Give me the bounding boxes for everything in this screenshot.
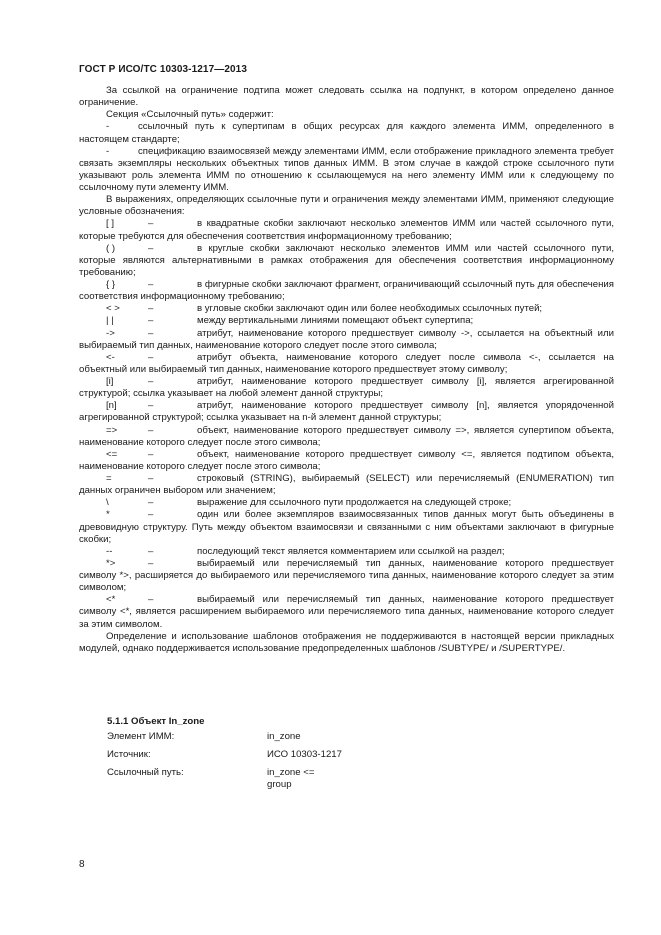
notation-dash: – — [148, 279, 154, 290]
notation-description: в квадратные скобки заключают несколько элементов ИММ или частей ссылочного пути, которые требуются для обеспечения соответствия информационному требованию; — [79, 218, 614, 242]
notation-symbol: [n] — [106, 400, 117, 412]
notation-description: один или более экземпляров взаимосвязанных типов данных могут быть объединены в древовидную структуру. Путь между объектом взаимосвязи и связанными с ним объектами заключают в фигурные скобки; — [79, 509, 614, 545]
notation-description: в фигурные скобки заключают фрагмент, ограничивающий ссылочный путь для обеспечения соответствия информационному требованию; — [79, 279, 614, 303]
notation-dash: – — [148, 545, 154, 557]
notation-symbol: <* — [106, 594, 116, 606]
notation-dash: – — [148, 303, 154, 315]
notation-item — [79, 352, 614, 376]
notation-item — [79, 425, 614, 449]
notation-description: между вертикальными линиями помещают объект супертипа; — [197, 315, 474, 327]
notation-description: последующий текст является комментарием или ссылкой на раздел; — [197, 545, 505, 557]
bullet-item: - ссылочный путь к супертипам в общих ресурсах для каждого элемента ИММ, определенного в настоящем стандарте; — [79, 121, 614, 145]
notation-dash: – — [148, 218, 154, 230]
notation-item — [79, 546, 614, 558]
notation-symbol: <= — [106, 448, 118, 460]
notation-symbol: ( ) — [106, 242, 116, 254]
paragraph-templates: Определение и использование шаблонов отображения не поддерживаются в настоящей версии прикладных модулей, однако поддерживается использование предопределенных шаблонов /SUBTYPE/ и /SUPERTYPE/. — [79, 630, 614, 654]
notation-dash: – — [148, 473, 154, 484]
notation-item — [79, 509, 614, 545]
notation-description: объект, наименование которого предшествует символу =>, является супертипом объекта, наименование которого следует после этого символа; — [79, 424, 614, 448]
notation-item — [79, 400, 614, 424]
bullet-item: - спецификацию взаимосвязей между элементами ИММ, если отображение прикладного элемента требует связать экземпляры нескольких объектных типов данных ИММ. В этом случае в каждой строке ссылочного пути указывают роль элемента ИММ по отношению к ссылающемуся на него элементу ИММ или к следующему по ссылочному пути элементу ИММ. — [79, 145, 614, 193]
notation-symbol: = — [106, 473, 112, 484]
notation-dash: – — [148, 424, 154, 436]
notation-description: атрибут, наименование которого предшествует символу [i], является агрегированной структурой; ссылка указывает на любой элемент данной структуры; — [79, 376, 614, 400]
document-body — [79, 85, 614, 655]
notation-dash: – — [148, 557, 154, 569]
attribute-key: Источник: — [107, 749, 151, 760]
notation-item — [79, 497, 614, 509]
notation-description: в круглые скобки заключают несколько элементов ИММ или частей ссылочного пути, которые являются альтернативными в рамках отображения для обеспечения соответствия информационному требованию; — [79, 242, 614, 278]
notation-item — [79, 279, 614, 303]
notation-symbol: \ — [106, 497, 109, 509]
attribute-key: Элемент ИММ: — [107, 731, 175, 742]
page-number: 8 — [79, 859, 85, 870]
notation-symbol: => — [106, 424, 118, 436]
section-title: 5.1.1 Объект In_zone — [107, 716, 205, 727]
notation-item — [79, 473, 614, 497]
notation-symbol: [ ] — [106, 218, 114, 230]
notation-description: объект, наименование которого предшествует символу <=, является подтипом объекта, наименование которого следует после этого символа; — [79, 448, 614, 472]
notation-description: выбираемый или перечисляемый тип данных, наименование которого предшествует символу <*, является расширением выбираемого или перечисляемого типа данных, наименование которого следует за этим символом. — [79, 594, 614, 630]
notation-item — [79, 315, 614, 327]
attribute-value: in_zone — [267, 731, 301, 742]
paragraph-reference-path-intro: Секция «Ссылочный путь» содержит: — [106, 109, 274, 121]
notation-symbol: <- — [106, 351, 115, 363]
notation-item — [79, 449, 614, 473]
paragraph-notation-intro: В выражениях, определяющих ссылочные пути и ограничения между элементами ИММ, применяют следующие условные обозначения: — [79, 194, 614, 218]
paragraph-subtype-reference: За ссылкой на ограничение подтипа может следовать ссылка на подпункт, в котором определено данное ограничение. — [79, 85, 614, 109]
notation-dash: – — [148, 315, 154, 327]
notation-item — [79, 376, 614, 400]
notation-description: выбираемый или перечисляемый тип данных, наименование которого предшествует символу *>, расширяется до выбираемого или перечисляемого типа данных, наименование которого следует за этим символом; — [79, 557, 614, 594]
notation-symbol: < > — [106, 303, 120, 315]
notation-description: строковый (STRING), выбираемый (SELECT) или перечисляемый (ENUMERATION) тип данных ограничен выбором или значением; — [79, 473, 614, 497]
notation-list — [79, 218, 614, 630]
notation-dash: – — [148, 594, 154, 606]
notation-dash: – — [148, 509, 154, 521]
attribute-key: Ссылочный путь: — [107, 767, 184, 778]
notation-dash: – — [148, 448, 154, 460]
attribute-value: in_zone <= group — [267, 767, 315, 791]
attribute-value: ИСО 10303-1217 — [267, 749, 342, 760]
notation-symbol: [i] — [106, 376, 114, 387]
notation-symbol: -- — [106, 545, 113, 557]
notation-item — [79, 328, 614, 352]
notation-description: в угловые скобки заключают один или более необходимых ссылочных путей; — [197, 303, 543, 315]
notation-dash: – — [148, 351, 154, 363]
notation-item — [79, 303, 614, 315]
notation-description: атрибут, наименование которого предшествует символу [n], является упорядоченной агрегированной структурой; ссылка указывает на n-й элемент данной структуры; — [79, 400, 614, 424]
notation-symbol: { } — [106, 279, 116, 290]
notation-symbol: | | — [106, 315, 114, 327]
notation-dash: – — [148, 497, 154, 509]
notation-dash: – — [148, 327, 154, 339]
notation-dash: – — [148, 242, 154, 254]
notation-symbol: -> — [106, 327, 115, 339]
notation-item — [79, 243, 614, 279]
notation-dash: – — [148, 376, 154, 387]
notation-symbol: *> — [106, 557, 116, 569]
notation-dash: – — [148, 400, 154, 412]
notation-item — [79, 218, 614, 242]
notation-symbol: * — [106, 509, 110, 521]
notation-description: атрибут, наименование которого предшествует символу ->, ссылается на объектный или выбираемый тип данных, наименование которого следует после этого символа; — [79, 327, 614, 351]
notation-description: атрибут объекта, наименование которого следует после символа <-, ссылается на объектный или выбираемый тип данных, наименование которого предшествует этому символу; — [79, 351, 614, 375]
notation-item — [79, 594, 614, 630]
notation-description: выражение для ссылочного пути продолжается на следующей строке; — [197, 497, 512, 509]
notation-item — [79, 558, 614, 594]
document-header: ГОСТ Р ИСО/ТС 10303-1217—2013 — [79, 64, 247, 75]
